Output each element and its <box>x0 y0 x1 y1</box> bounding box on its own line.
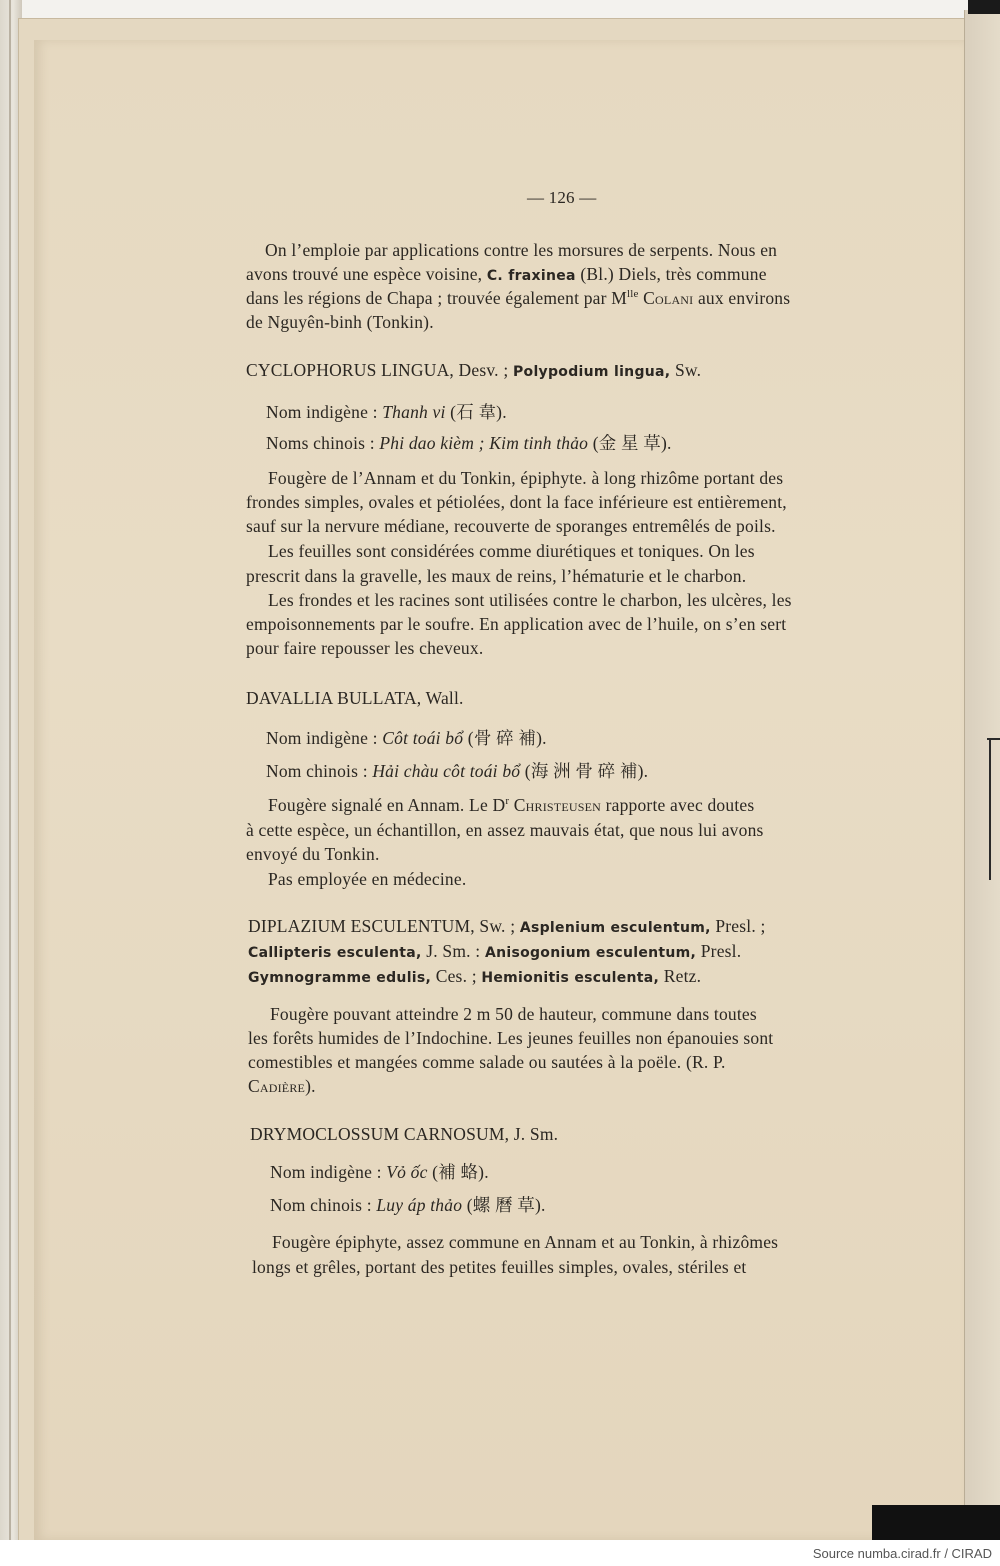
name-value: Phi dao kièm ; Kim tinh thảo <box>379 433 589 453</box>
source-credit: Source numba.cirad.fr / CIRAD <box>812 1546 992 1561</box>
species-heading <box>248 916 766 937</box>
facing-page-edge <box>964 10 1000 1540</box>
chinese-characters: (補 蛒). <box>432 1162 489 1182</box>
text-run: J. Sm. : <box>426 941 481 961</box>
intro-line <box>246 288 790 309</box>
paragraph-line: Pas employée en médecine. <box>268 869 467 889</box>
species-heading <box>246 360 701 381</box>
chinese-characters: (螺 曆 草). <box>466 1195 546 1215</box>
paragraph-line <box>268 795 754 816</box>
name-value: Vỏ ốc <box>386 1162 428 1182</box>
text-run: Retz. <box>663 966 702 986</box>
chinese-name-line <box>266 430 672 455</box>
species-heading: DRYMOCLOSSUM CARNOSUM, J. Sm. <box>250 1124 559 1144</box>
superscript: lle <box>626 288 639 301</box>
text-run: aux environs <box>697 288 791 308</box>
name-value: Hải chàu côt toái bổ <box>372 761 521 781</box>
paragraph-line: empoisonnements par le soufre. En application avec de l’huile, on s’en sert <box>246 614 787 634</box>
text-run: avons trouvé une espèce voisine, <box>246 264 483 284</box>
paragraph-line: Les frondes et les racines sont utilisées contre le charbon, les ulcères, les <box>268 590 792 610</box>
intro-line: On l’emploie par applications contre les morsures de serpents. Nous en <box>265 240 778 260</box>
paragraph-line: Fougère de l’Annam et du Tonkin, épiphyte. à long rhizôme portant des <box>268 468 784 488</box>
species-heading <box>248 941 741 962</box>
facing-page-mark <box>989 740 991 880</box>
chinese-name-line <box>266 758 648 783</box>
paragraph-line: Cadière). <box>248 1076 316 1096</box>
text-run: Sw. <box>674 360 702 380</box>
paragraph-line: Fougère pouvant atteindre 2 m 50 de hauteur, commune dans toutes <box>270 1004 757 1024</box>
text-run: rapporte avec doutes <box>605 795 755 815</box>
label: Nom indigène : <box>266 728 378 748</box>
label: Nom indigène : <box>270 1162 382 1182</box>
chinese-characters: (骨 碎 補). <box>467 728 547 748</box>
scan-border <box>968 0 1000 14</box>
name-value: Thanh vi <box>382 402 446 422</box>
species-name: Polypodium lingua, <box>512 364 671 380</box>
text-run: (Bl.) Diels, très commune <box>580 264 767 284</box>
paragraph-line: les forêts humides de l’Indochine. Les jeunes feuilles non épanouies sont <box>248 1028 774 1048</box>
chinese-name-line <box>270 1192 546 1217</box>
text-run: Presl. <box>700 941 742 961</box>
paragraph-line: Fougère épiphyte, assez commune en Annam et au Tonkin, à rhizômes <box>272 1232 779 1252</box>
species-heading: DAVALLIA BULLATA, Wall. <box>246 688 464 708</box>
species-name: C. fraxinea <box>486 268 576 284</box>
species-name: Callipteris esculenta, <box>248 945 422 961</box>
paragraph-line: Les feuilles sont considérées comme diurétiques et toniques. On les <box>268 541 755 561</box>
chinese-characters: (金 星 草). <box>592 433 672 453</box>
native-name-line <box>266 399 507 424</box>
text-run: CYCLOPHORUS LINGUA, Desv. ; <box>246 360 509 380</box>
text-run: DIPLAZIUM ESCULENTUM, Sw. ; <box>248 916 516 936</box>
name-value: Côt toái bổ <box>382 728 464 748</box>
person-name: Colani <box>643 288 694 308</box>
text-run: Fougère signalé en Annam. Le D <box>268 795 506 815</box>
paragraph-line: frondes simples, ovales et pétiolées, dont la face inférieure est entièrement, <box>246 492 787 512</box>
person-name: Christeusen <box>513 795 601 815</box>
paragraph-line: comestibles et mangées comme salade ou sautées à la poële. (R. P. <box>248 1052 726 1072</box>
text-run: dans les régions de Chapa ; trouvée également par M <box>246 288 627 308</box>
book-spine-line <box>9 0 11 1540</box>
label: Noms chinois : <box>266 433 375 453</box>
intro-line: de Nguyên-binh (Tonkin). <box>246 312 434 332</box>
label: Nom indigène : <box>266 402 378 422</box>
paragraph-line: prescrit dans la gravelle, les maux de reins, l’hématurie et le charbon. <box>246 566 747 586</box>
paragraph-line: sauf sur la nervure médiane, recouverte de sporanges entremêlés de poils. <box>246 516 776 536</box>
label: Nom chinois : <box>266 761 368 781</box>
paragraph-line: longs et grêles, portant des petites feuilles simples, ovales, stériles et <box>252 1257 747 1277</box>
species-name: Asplenium esculentum, <box>519 920 711 936</box>
species-name: Anisogonium esculentum, <box>484 945 697 961</box>
paragraph-line: envoyé du Tonkin. <box>246 844 380 864</box>
native-name-line <box>266 725 547 750</box>
chinese-characters: (石 韋). <box>450 402 507 422</box>
paragraph-line: à cette espèce, un échantillon, en assez mauvais état, que nous lui avons <box>246 820 764 840</box>
native-name-line <box>270 1159 489 1184</box>
intro-line <box>246 264 767 285</box>
superscript: r <box>505 795 510 808</box>
text-run: Presl. ; <box>715 916 766 936</box>
text-run: Ces. ; <box>435 966 477 986</box>
species-heading <box>248 966 701 987</box>
name-value: Luy áp thảo <box>376 1195 463 1215</box>
label: Nom chinois : <box>270 1195 372 1215</box>
page-number: — 126 — <box>527 188 597 207</box>
chinese-characters: (海 洲 骨 碎 補). <box>524 761 649 781</box>
paragraph-line: pour faire repousser les cheveux. <box>246 638 484 658</box>
scan-border <box>872 1505 1000 1540</box>
species-name: Hemionitis esculenta, <box>481 970 660 986</box>
species-name: Gymnogramme edulis, <box>248 970 432 986</box>
